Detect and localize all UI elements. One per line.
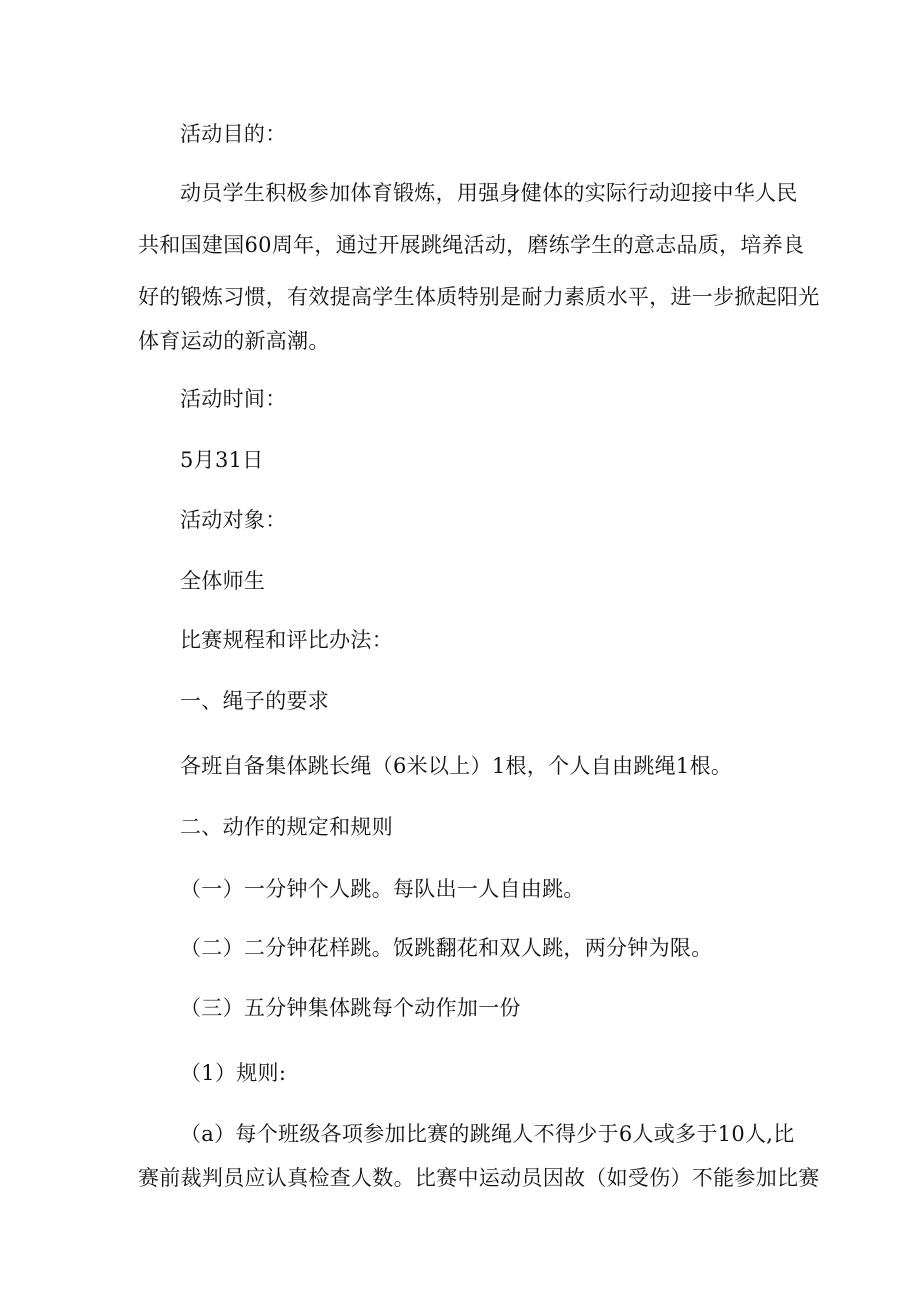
rules-heading: 比赛规程和评比办法： bbox=[180, 628, 393, 652]
purpose-line-3: 好的锻炼习惯，有效提高学生体质特别是耐力素质水平，进一步掀起阳光 bbox=[138, 285, 820, 309]
target-value: 全体师生 bbox=[180, 569, 266, 593]
actions-heading: 二、动作的规定和规则 bbox=[180, 815, 393, 839]
rope-heading: 一、绳子的要求 bbox=[180, 689, 330, 713]
purpose-line-4: 体育运动的新高潮。 bbox=[138, 329, 330, 353]
purpose-line-1: 动员学生积极参加体育锻炼，用强身健体的实际行动迎接中华人民 bbox=[180, 181, 798, 205]
time-value: 5月31日 bbox=[180, 448, 264, 472]
target-heading: 活动对象： bbox=[180, 508, 287, 532]
rule-a-line-2: 赛前裁判员应认真检查人数。比赛中运动员因故（如受伤）不能参加比赛 bbox=[138, 1166, 820, 1190]
action-item-3: （三）五分钟集体跳每个动作加一份 bbox=[180, 996, 521, 1020]
action-item-1: （一）一分钟个人跳。每队出一人自由跳。 bbox=[180, 877, 585, 901]
action-item-2: （二）二分钟花样跳。饭跳翻花和双人跳，两分钟为限。 bbox=[180, 936, 713, 960]
purpose-line-2: 共和国建国60周年，通过开展跳绳活动，磨练学生的意志品质，培养良 bbox=[138, 233, 805, 257]
rope-text: 各班自备集体跳长绳（6米以上）1根，个人自由跳绳1根。 bbox=[180, 754, 733, 778]
time-heading: 活动时间： bbox=[180, 387, 287, 411]
purpose-heading: 活动目的： bbox=[180, 122, 287, 146]
rule-a-line-1: （a）每个班级各项参加比赛的跳绳人不得少于6人或多于10人,比 bbox=[180, 1122, 795, 1146]
rule-heading: （1）规则: bbox=[180, 1061, 287, 1085]
